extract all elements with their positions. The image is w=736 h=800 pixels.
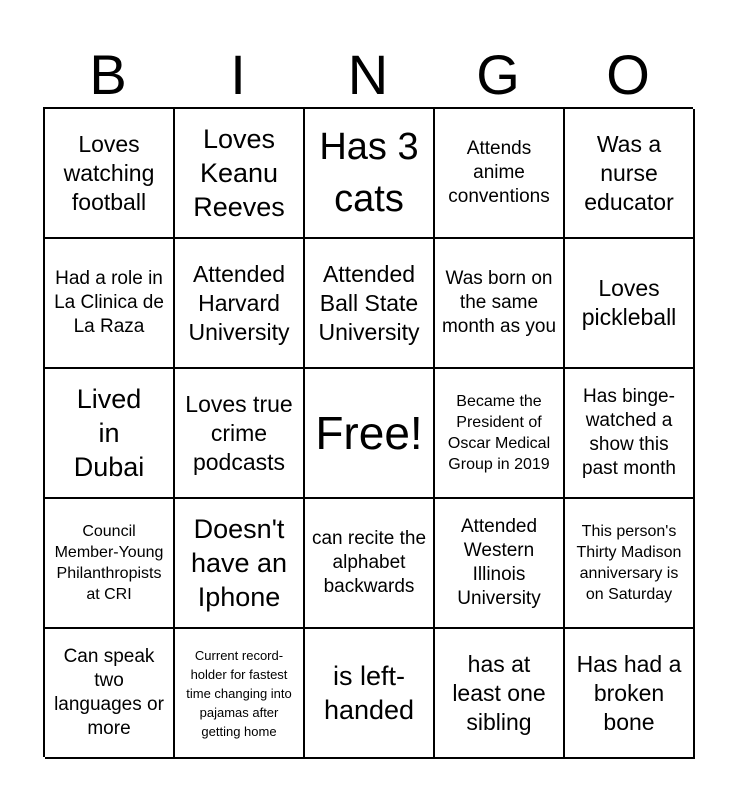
bingo-cell[interactable] <box>45 499 175 629</box>
bingo-cell[interactable] <box>435 239 565 369</box>
cell-text: can recite the alphabet backwards <box>311 528 427 597</box>
cell-text: Had a role in La Clinica de La Raza <box>54 268 164 337</box>
cell-text: Has binge-watched a show this past month <box>582 386 676 479</box>
cell-text: Has had a broken bone <box>576 650 682 735</box>
cell-text: Was born on the same month as you <box>441 268 557 337</box>
bingo-cell[interactable] <box>175 239 305 369</box>
free-space-text: Free! <box>315 407 423 459</box>
bingo-cell[interactable] <box>435 109 565 239</box>
cell-text: Loves watching football <box>63 130 155 215</box>
cell-text: Attends anime conventions <box>448 138 550 207</box>
bingo-cell[interactable] <box>175 109 305 239</box>
bingo-cell[interactable] <box>305 629 435 759</box>
free-cell[interactable] <box>305 369 435 499</box>
bingo-cell[interactable] <box>435 369 565 499</box>
bingo-cell[interactable] <box>565 629 695 759</box>
bingo-cell[interactable] <box>175 629 305 759</box>
cell-text: Can speak two languages or more <box>54 646 164 739</box>
bingo-cell[interactable] <box>175 499 305 629</box>
bingo-grid <box>43 107 693 757</box>
cell-text: Loves pickleball <box>581 275 677 330</box>
bingo-cell[interactable] <box>565 109 695 239</box>
bingo-cell[interactable] <box>435 499 565 629</box>
bingo-cell[interactable] <box>305 239 435 369</box>
bingo-cell[interactable] <box>435 629 565 759</box>
bingo-cell[interactable] <box>45 629 175 759</box>
bingo-cell[interactable] <box>305 109 435 239</box>
bingo-cell[interactable] <box>45 369 175 499</box>
cell-text: Attended Harvard University <box>188 260 290 345</box>
cell-text: Loves Keanu Reeves <box>193 124 285 222</box>
header-letter-n: N <box>347 43 389 106</box>
header-letter-b: B <box>89 43 127 106</box>
cell-text: Attended Ball State University <box>318 260 420 345</box>
bingo-cell[interactable] <box>565 499 695 629</box>
bingo-cell[interactable] <box>565 239 695 369</box>
cell-text: Was a nurse educator <box>584 130 674 215</box>
cell-text: Attended Western Illinois University <box>457 516 541 609</box>
header-letter-o: O <box>606 43 650 106</box>
bingo-cell[interactable] <box>45 109 175 239</box>
bingo-cell[interactable] <box>305 499 435 629</box>
cell-text: Current record-holder for fastest time changing into pajamas after getting home <box>186 647 292 739</box>
cell-text: has at least one sibling <box>452 650 546 735</box>
bingo-cell[interactable] <box>175 369 305 499</box>
cell-text: Became the President of Oscar Medical Group in 2019 <box>447 393 551 473</box>
header-letter-g: G <box>476 43 520 106</box>
bingo-cell[interactable] <box>45 239 175 369</box>
cell-text: Loves true crime podcasts <box>185 390 293 475</box>
cell-text: Council Member-Young Philanthropists at CRI <box>54 523 164 603</box>
bingo-header <box>43 42 693 108</box>
cell-text: Doesn't have an Iphone <box>190 514 288 612</box>
header-letter-i: I <box>230 43 246 106</box>
bingo-cell[interactable] <box>565 369 695 499</box>
cell-text: Has 3 cats <box>319 126 419 220</box>
cell-text: is left-handed <box>323 661 415 725</box>
cell-text: Lived in Dubai <box>73 384 145 482</box>
cell-text: This person's Thirty Madison anniversary is on Saturday <box>576 523 682 603</box>
